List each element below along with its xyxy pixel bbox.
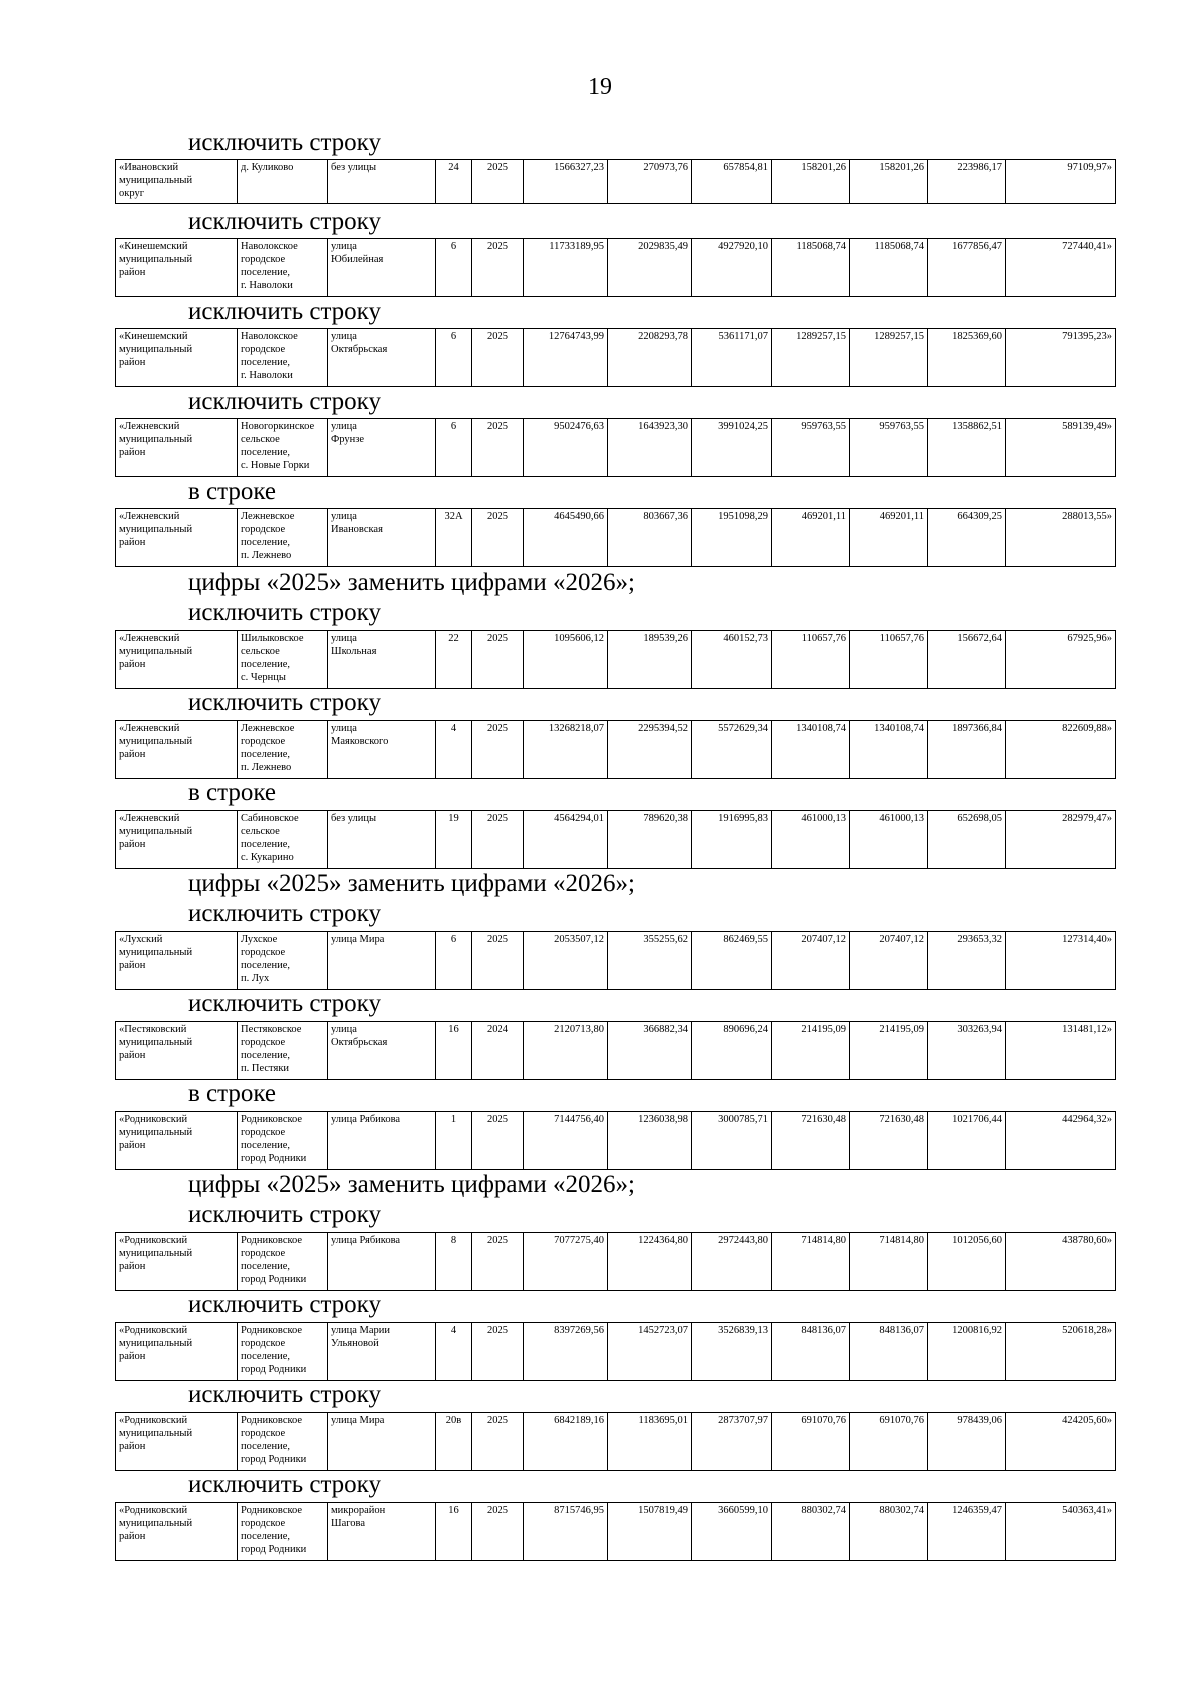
cell-v1: 2053507,12 [524, 932, 608, 990]
cell-settlement: Родниковское городское поселение, город Родники [238, 1323, 328, 1381]
cell-v7: 97109,97» [1006, 160, 1116, 204]
cell-settlement: Новогоркинское сельское поселение, с. Новые Горки [238, 419, 328, 477]
amendment-instruction: исключить строку [188, 1471, 381, 1498]
cell-settlement: Пестяковское городское поселение, п. Пестяки [238, 1022, 328, 1080]
cell-district: «Кинешемский муниципальный район [116, 239, 238, 297]
cell-settlement: Сабиновское сельское поселение, с. Кукарино [238, 811, 328, 869]
cell-v4: 721630,48 [772, 1112, 850, 1170]
cell-settlement: Наволокское городское поселение, г. Наволоки [238, 329, 328, 387]
cell-v4: 214195,09 [772, 1022, 850, 1080]
table-row [116, 509, 1116, 567]
amendment-instruction: в строке [188, 779, 277, 806]
cell-v5: 110657,76 [850, 631, 928, 689]
cell-v7: 442964,32» [1006, 1112, 1116, 1170]
cell-house: 32А [436, 509, 472, 567]
cell-year: 2025 [472, 329, 524, 387]
table-row [116, 1323, 1116, 1381]
table-row [116, 239, 1116, 297]
cell-house: 4 [436, 1323, 472, 1381]
cell-district: «Лежневский муниципальный район [116, 721, 238, 779]
cell-house: 22 [436, 631, 472, 689]
cell-v7: 67925,96» [1006, 631, 1116, 689]
cell-v5: 158201,26 [850, 160, 928, 204]
cell-v4: 848136,07 [772, 1323, 850, 1381]
amendment-table [115, 328, 1116, 387]
cell-v4: 469201,11 [772, 509, 850, 567]
cell-v6: 303263,94 [928, 1022, 1006, 1080]
cell-year: 2025 [472, 721, 524, 779]
cell-v7: 589139,49» [1006, 419, 1116, 477]
cell-district: «Ивановский муниципальный округ [116, 160, 238, 204]
amendment-table [115, 1111, 1116, 1170]
amendment-table [115, 1322, 1116, 1381]
cell-v6: 978439,06 [928, 1413, 1006, 1471]
cell-v2: 270973,76 [608, 160, 692, 204]
cell-v2: 789620,38 [608, 811, 692, 869]
cell-v2: 2029835,49 [608, 239, 692, 297]
amendment-table [115, 508, 1116, 567]
cell-street: микрорайон Шагова [328, 1503, 436, 1561]
table-row [116, 419, 1116, 477]
amendment-table [115, 1232, 1116, 1291]
cell-v5: 461000,13 [850, 811, 928, 869]
cell-v3: 890696,24 [692, 1022, 772, 1080]
cell-v1: 8715746,95 [524, 1503, 608, 1561]
cell-v2: 355255,62 [608, 932, 692, 990]
cell-v1: 8397269,56 [524, 1323, 608, 1381]
table-row [116, 1503, 1116, 1561]
amendment-table [115, 1502, 1116, 1561]
cell-v1: 7077275,40 [524, 1233, 608, 1291]
amendment-instruction: исключить строку [188, 990, 381, 1017]
cell-v2: 1183695,01 [608, 1413, 692, 1471]
cell-v1: 11733189,95 [524, 239, 608, 297]
page-number: 19 [588, 74, 612, 100]
cell-year: 2025 [472, 1112, 524, 1170]
cell-house: 19 [436, 811, 472, 869]
cell-v5: 214195,09 [850, 1022, 928, 1080]
cell-v7: 438780,60» [1006, 1233, 1116, 1291]
cell-v4: 207407,12 [772, 932, 850, 990]
cell-v3: 2972443,80 [692, 1233, 772, 1291]
cell-district: «Родниковский муниципальный район [116, 1413, 238, 1471]
cell-year: 2025 [472, 811, 524, 869]
cell-v2: 1643923,30 [608, 419, 692, 477]
cell-street: улица Марии Ульяновой [328, 1323, 436, 1381]
cell-v7: 822609,88» [1006, 721, 1116, 779]
cell-house: 6 [436, 419, 472, 477]
cell-v6: 1200816,92 [928, 1323, 1006, 1381]
cell-v6: 1012056,60 [928, 1233, 1006, 1291]
cell-year: 2025 [472, 1413, 524, 1471]
amendment-instruction: исключить строку [188, 1291, 381, 1318]
cell-settlement: Шилыковское сельское поселение, с. Чернцы [238, 631, 328, 689]
cell-house: 6 [436, 329, 472, 387]
cell-v7: 127314,40» [1006, 932, 1116, 990]
cell-v3: 2873707,97 [692, 1413, 772, 1471]
amendment-instruction: исключить строку [188, 1201, 381, 1228]
cell-house: 24 [436, 160, 472, 204]
cell-v3: 3660599,10 [692, 1503, 772, 1561]
cell-district: «Лежневский муниципальный район [116, 811, 238, 869]
cell-district: «Лежневский муниципальный район [116, 509, 238, 567]
cell-v4: 880302,74 [772, 1503, 850, 1561]
cell-v2: 2295394,52 [608, 721, 692, 779]
cell-street: улица Рябикова [328, 1233, 436, 1291]
cell-v3: 862469,55 [692, 932, 772, 990]
table-row [116, 932, 1116, 990]
cell-v6: 223986,17 [928, 160, 1006, 204]
cell-district: «Кинешемский муниципальный район [116, 329, 238, 387]
cell-v4: 461000,13 [772, 811, 850, 869]
cell-year: 2025 [472, 1503, 524, 1561]
cell-v7: 540363,41» [1006, 1503, 1116, 1561]
cell-v6: 1021706,44 [928, 1112, 1006, 1170]
cell-v7: 791395,23» [1006, 329, 1116, 387]
cell-v5: 880302,74 [850, 1503, 928, 1561]
amendment-table [115, 720, 1116, 779]
cell-district: «Родниковский муниципальный район [116, 1112, 238, 1170]
amendment-instruction: цифры «2025» заменить цифрами «2026»; [188, 569, 635, 596]
cell-v1: 7144756,40 [524, 1112, 608, 1170]
cell-settlement: Лежневское городское поселение, п. Лежнево [238, 721, 328, 779]
amendment-instruction: исключить строку [188, 129, 381, 156]
cell-year: 2025 [472, 1323, 524, 1381]
cell-v3: 5572629,34 [692, 721, 772, 779]
cell-v5: 207407,12 [850, 932, 928, 990]
cell-year: 2025 [472, 631, 524, 689]
cell-v4: 1185068,74 [772, 239, 850, 297]
cell-street: улица Школьная [328, 631, 436, 689]
cell-v4: 959763,55 [772, 419, 850, 477]
cell-house: 16 [436, 1503, 472, 1561]
cell-v4: 1340108,74 [772, 721, 850, 779]
cell-v3: 3991024,25 [692, 419, 772, 477]
cell-v1: 9502476,63 [524, 419, 608, 477]
cell-settlement: Родниковское городское поселение, город Родники [238, 1112, 328, 1170]
cell-settlement: Родниковское городское поселение, город Родники [238, 1503, 328, 1561]
cell-v2: 366882,34 [608, 1022, 692, 1080]
table-row [116, 160, 1116, 204]
cell-district: «Пестяковский муниципальный район [116, 1022, 238, 1080]
cell-v6: 1677856,47 [928, 239, 1006, 297]
cell-v1: 1566327,23 [524, 160, 608, 204]
cell-v3: 4927920,10 [692, 239, 772, 297]
amendment-table [115, 418, 1116, 477]
amendment-instruction: в строке [188, 478, 277, 505]
cell-v7: 520618,28» [1006, 1323, 1116, 1381]
cell-street: улица Мира [328, 932, 436, 990]
amendment-instruction: исключить строку [188, 599, 381, 626]
amendment-instruction: цифры «2025» заменить цифрами «2026»; [188, 870, 635, 897]
amendment-instruction: цифры «2025» заменить цифрами «2026»; [188, 1171, 635, 1198]
cell-v6: 1897366,84 [928, 721, 1006, 779]
cell-v2: 2208293,78 [608, 329, 692, 387]
cell-settlement: Лежневское городское поселение, п. Лежнево [238, 509, 328, 567]
cell-settlement: Наволокское городское поселение, г. Наволоки [238, 239, 328, 297]
amendment-instruction: исключить строку [188, 388, 381, 415]
table-row [116, 811, 1116, 869]
cell-v1: 4645490,66 [524, 509, 608, 567]
cell-v2: 1224364,80 [608, 1233, 692, 1291]
amendment-table [115, 1021, 1116, 1080]
cell-v3: 3526839,13 [692, 1323, 772, 1381]
cell-v7: 282979,47» [1006, 811, 1116, 869]
cell-settlement: Родниковское городское поселение, город Родники [238, 1233, 328, 1291]
cell-v3: 1951098,29 [692, 509, 772, 567]
cell-street: без улицы [328, 160, 436, 204]
cell-v7: 424205,60» [1006, 1413, 1116, 1471]
amendment-instruction: исключить строку [188, 900, 381, 927]
cell-v6: 293653,32 [928, 932, 1006, 990]
amendment-table [115, 810, 1116, 869]
cell-street: улица Ивановская [328, 509, 436, 567]
cell-street: улица Октябрьская [328, 329, 436, 387]
cell-v7: 288013,55» [1006, 509, 1116, 567]
cell-v2: 1452723,07 [608, 1323, 692, 1381]
cell-district: «Родниковский муниципальный район [116, 1503, 238, 1561]
cell-district: «Лежневский муниципальный район [116, 419, 238, 477]
cell-year: 2025 [472, 509, 524, 567]
cell-house: 6 [436, 239, 472, 297]
cell-house: 20в [436, 1413, 472, 1471]
cell-street: улица Рябикова [328, 1112, 436, 1170]
cell-v5: 721630,48 [850, 1112, 928, 1170]
cell-v6: 1246359,47 [928, 1503, 1006, 1561]
cell-house: 16 [436, 1022, 472, 1080]
cell-v6: 1358862,51 [928, 419, 1006, 477]
table-row [116, 1112, 1116, 1170]
cell-house: 1 [436, 1112, 472, 1170]
cell-year: 2025 [472, 932, 524, 990]
table-row [116, 721, 1116, 779]
cell-v4: 714814,80 [772, 1233, 850, 1291]
cell-house: 6 [436, 932, 472, 990]
cell-v2: 1507819,49 [608, 1503, 692, 1561]
cell-year: 2025 [472, 239, 524, 297]
cell-v5: 1185068,74 [850, 239, 928, 297]
table-row [116, 1022, 1116, 1080]
cell-street: улица Мира [328, 1413, 436, 1471]
cell-v2: 1236038,98 [608, 1112, 692, 1170]
cell-v1: 4564294,01 [524, 811, 608, 869]
cell-street: улица Фрунзе [328, 419, 436, 477]
amendment-table [115, 931, 1116, 990]
cell-house: 4 [436, 721, 472, 779]
cell-v1: 2120713,80 [524, 1022, 608, 1080]
cell-v5: 1340108,74 [850, 721, 928, 779]
amendment-instruction: исключить строку [188, 689, 381, 716]
cell-v7: 131481,12» [1006, 1022, 1116, 1080]
table-row [116, 1233, 1116, 1291]
cell-v3: 1916995,83 [692, 811, 772, 869]
table-row [116, 631, 1116, 689]
cell-year: 2024 [472, 1022, 524, 1080]
cell-street: улица Октябрьская [328, 1022, 436, 1080]
cell-v6: 664309,25 [928, 509, 1006, 567]
cell-v3: 3000785,71 [692, 1112, 772, 1170]
cell-v4: 110657,76 [772, 631, 850, 689]
cell-house: 8 [436, 1233, 472, 1291]
cell-v1: 13268218,07 [524, 721, 608, 779]
amendment-table [115, 1412, 1116, 1471]
cell-district: «Родниковский муниципальный район [116, 1323, 238, 1381]
cell-v4: 691070,76 [772, 1413, 850, 1471]
amendment-instruction: исключить строку [188, 1381, 381, 1408]
cell-settlement: Родниковское городское поселение, город Родники [238, 1413, 328, 1471]
cell-district: «Лежневский муниципальный район [116, 631, 238, 689]
cell-v5: 691070,76 [850, 1413, 928, 1471]
cell-v5: 1289257,15 [850, 329, 928, 387]
cell-v5: 714814,80 [850, 1233, 928, 1291]
cell-settlement: д. Куликово [238, 160, 328, 204]
cell-year: 2025 [472, 1233, 524, 1291]
cell-v5: 848136,07 [850, 1323, 928, 1381]
cell-v6: 1825369,60 [928, 329, 1006, 387]
cell-year: 2025 [472, 160, 524, 204]
table-row [116, 329, 1116, 387]
amendment-instruction: в строке [188, 1080, 277, 1107]
cell-settlement: Лухское городское поселение, п. Лух [238, 932, 328, 990]
table-row [116, 1413, 1116, 1471]
cell-v5: 469201,11 [850, 509, 928, 567]
cell-street: улица Юбилейная [328, 239, 436, 297]
cell-v2: 189539,26 [608, 631, 692, 689]
cell-v3: 657854,81 [692, 160, 772, 204]
cell-street: без улицы [328, 811, 436, 869]
cell-v1: 12764743,99 [524, 329, 608, 387]
cell-v1: 6842189,16 [524, 1413, 608, 1471]
cell-v4: 1289257,15 [772, 329, 850, 387]
cell-district: «Родниковский муниципальный район [116, 1233, 238, 1291]
amendment-table [115, 630, 1116, 689]
amendment-instruction: исключить строку [188, 208, 381, 235]
cell-v4: 158201,26 [772, 160, 850, 204]
cell-v1: 1095606,12 [524, 631, 608, 689]
cell-v2: 803667,36 [608, 509, 692, 567]
amendment-table [115, 159, 1116, 204]
cell-street: улица Маяковского [328, 721, 436, 779]
cell-district: «Лухский муниципальный район [116, 932, 238, 990]
amendment-instruction: исключить строку [188, 298, 381, 325]
cell-v3: 460152,73 [692, 631, 772, 689]
cell-year: 2025 [472, 419, 524, 477]
cell-v6: 156672,64 [928, 631, 1006, 689]
amendment-table [115, 238, 1116, 297]
cell-v3: 5361171,07 [692, 329, 772, 387]
cell-v7: 727440,41» [1006, 239, 1116, 297]
cell-v6: 652698,05 [928, 811, 1006, 869]
cell-v5: 959763,55 [850, 419, 928, 477]
